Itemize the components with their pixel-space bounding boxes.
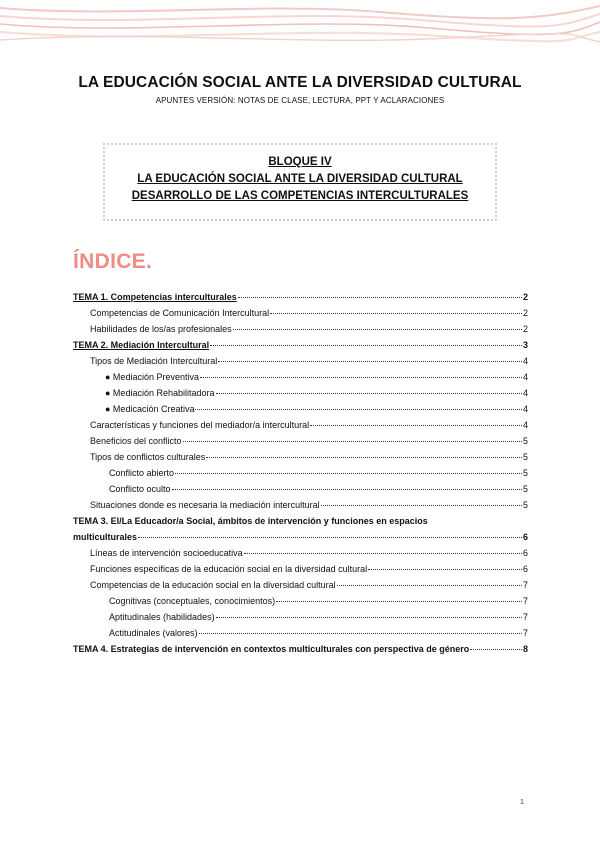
toc-leader xyxy=(218,352,522,362)
toc-leader xyxy=(199,624,522,634)
toc-entry-text: TEMA 2. Mediación Intercultural xyxy=(73,340,210,350)
bloque-box xyxy=(103,143,497,221)
toc-entry-text: ● Medicación Creativa xyxy=(105,404,195,414)
toc-leader xyxy=(270,304,522,314)
toc-entry[interactable] xyxy=(73,353,528,369)
toc-page-number: 5 xyxy=(522,436,528,446)
toc-leader xyxy=(195,400,522,410)
toc-leader xyxy=(200,368,522,378)
toc-leader xyxy=(276,592,522,602)
toc-entry[interactable] xyxy=(73,417,528,433)
document-title: LA EDUCACIÓN SOCIAL ANTE LA DIVERSIDAD CULTURAL xyxy=(78,74,522,91)
toc-entry-text: TEMA 3. El/La Educador/a Social, ámbitos de intervención y funciones en espacios xyxy=(73,516,428,526)
toc-page-number: 2 xyxy=(522,324,528,334)
toc-page-number: 5 xyxy=(522,500,528,510)
toc-entry[interactable] xyxy=(73,449,528,465)
bloque-number: BLOQUE IV xyxy=(268,156,332,168)
toc-entry[interactable] xyxy=(73,497,528,513)
toc-entry-text: ● Mediación Preventiva xyxy=(105,372,199,382)
toc-entry[interactable] xyxy=(73,465,528,481)
toc-entry[interactable] xyxy=(73,609,528,625)
toc-entry[interactable] xyxy=(73,481,528,497)
table-of-contents xyxy=(73,289,528,657)
toc-entry-text: Habilidades de los/as profesionales xyxy=(90,324,232,334)
page-number: 1 xyxy=(520,799,524,806)
toc-entry-text: Aptitudinales (habilidades) xyxy=(109,612,215,622)
toc-entry-text: Actitudinales (valores) xyxy=(109,628,198,638)
toc-page-number: 6 xyxy=(522,532,528,542)
toc-leader xyxy=(368,560,522,570)
toc-entry[interactable] xyxy=(73,513,528,529)
toc-leader xyxy=(470,640,522,650)
toc-page-number: 5 xyxy=(522,468,528,478)
toc-leader xyxy=(233,320,522,330)
toc-entry-text: Conflicto oculto xyxy=(109,484,171,494)
bloque-title: LA EDUCACIÓN SOCIAL ANTE LA DIVERSIDAD CULTURAL xyxy=(137,173,463,185)
toc-entry[interactable] xyxy=(73,401,528,417)
toc-entry[interactable] xyxy=(73,641,528,657)
toc-entry-text: Competencias de la educación social en la diversidad cultural xyxy=(90,580,336,590)
toc-entry-text: Líneas de intervención socioeducativa xyxy=(90,548,243,558)
toc-leader xyxy=(310,416,522,426)
toc-page-number: 7 xyxy=(522,628,528,638)
document-subtitle: APUNTES VERSIÓN: NOTAS DE CLASE, LECTURA, PPT Y ACLARACIONES xyxy=(155,96,445,105)
toc-entry-text: Tipos de conflictos culturales xyxy=(90,452,206,462)
toc-leader xyxy=(175,464,522,474)
toc-leader xyxy=(216,384,522,394)
toc-page-number: 5 xyxy=(522,484,528,494)
toc-page-number: 7 xyxy=(522,596,528,606)
toc-page-number: 4 xyxy=(522,356,528,366)
toc-leader xyxy=(238,288,522,298)
toc-entry-text: Conflicto abierto xyxy=(109,468,175,478)
toc-entry[interactable] xyxy=(73,593,528,609)
toc-entry[interactable] xyxy=(73,321,528,337)
toc-page-number: 7 xyxy=(522,612,528,622)
toc-page-number: 4 xyxy=(522,388,528,398)
toc-page-number: 6 xyxy=(522,548,528,558)
toc-entry-text: Competencias de Comunicación Intercultural xyxy=(90,308,270,318)
toc-leader xyxy=(244,544,522,554)
toc-page-number: 4 xyxy=(522,404,528,414)
toc-entry-text: Tipos de Mediación Intercultural xyxy=(90,356,218,366)
toc-entry-text: TEMA 1. Competencias interculturales xyxy=(73,292,237,302)
toc-page-number: 4 xyxy=(522,420,528,430)
toc-entry-text: TEMA 4. Estrategias de intervención en contextos multiculturales con perspectiva de género xyxy=(73,644,470,654)
toc-leader xyxy=(206,448,522,458)
toc-entry-text: ● Mediación Rehabilitadora xyxy=(105,388,215,398)
toc-entry-text: Características y funciones del mediador/a intercultural xyxy=(90,420,310,430)
toc-entry[interactable] xyxy=(73,289,528,305)
toc-page-number: 6 xyxy=(522,564,528,574)
toc-leader xyxy=(321,496,522,506)
toc-entry-text: multiculturales xyxy=(73,532,138,542)
toc-page-number: 2 xyxy=(522,308,528,318)
toc-entry[interactable] xyxy=(73,305,528,321)
toc-entry[interactable] xyxy=(73,385,528,401)
toc-entry[interactable] xyxy=(73,625,528,641)
toc-page-number: 4 xyxy=(522,372,528,382)
toc-page-number: 7 xyxy=(522,580,528,590)
toc-entry[interactable] xyxy=(73,561,528,577)
toc-entry-continuation[interactable] xyxy=(73,529,528,545)
toc-page-number: 8 xyxy=(522,644,528,654)
toc-entry[interactable] xyxy=(73,369,528,385)
toc-entry[interactable] xyxy=(73,433,528,449)
toc-entry-text: Funciones específicas de la educación social en la diversidad cultural xyxy=(90,564,368,574)
toc-page-number: 5 xyxy=(522,452,528,462)
toc-leader xyxy=(172,480,522,490)
decorative-wave-header xyxy=(0,0,600,60)
toc-leader xyxy=(183,432,522,442)
toc-entry[interactable] xyxy=(73,337,528,353)
toc-leader xyxy=(138,528,522,538)
bloque-subtitle: DESARROLLO DE LAS COMPETENCIAS INTERCULTURALES xyxy=(131,190,469,202)
toc-page-number: 3 xyxy=(522,340,528,350)
toc-entry[interactable] xyxy=(73,545,528,561)
toc-leader xyxy=(216,608,522,618)
toc-entry-text: Beneficios del conflicto xyxy=(90,436,182,446)
toc-leader xyxy=(210,336,522,346)
toc-leader xyxy=(337,576,522,586)
toc-entry-text: Situaciones donde es necesaria la mediación intercultural xyxy=(90,500,320,510)
toc-entry-text: Cognitivas (conceptuales, conocimientos) xyxy=(109,596,276,606)
index-heading: ÍNDICE. xyxy=(73,250,153,273)
toc-entry[interactable] xyxy=(73,577,528,593)
toc-page-number: 2 xyxy=(522,292,528,302)
